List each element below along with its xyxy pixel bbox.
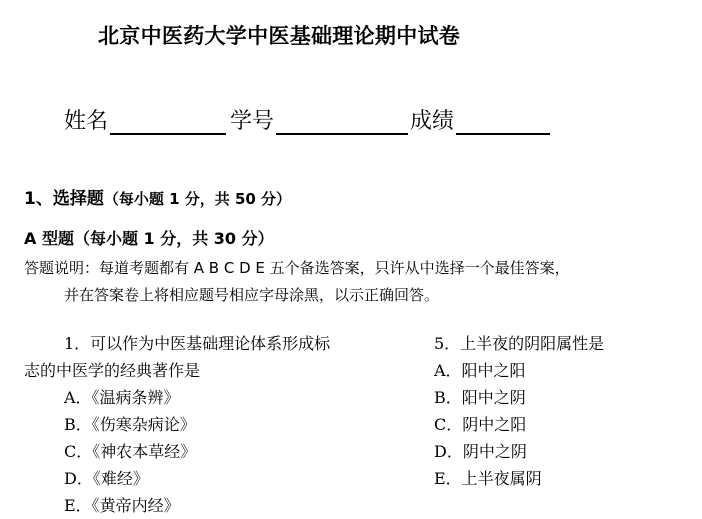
name-field bbox=[64, 104, 226, 135]
question-5 bbox=[434, 330, 604, 492]
option-b: B．阳中之阴 bbox=[434, 388, 526, 407]
name-blank bbox=[110, 109, 226, 135]
question-stem: 5．上半夜的阴阳属性是 bbox=[434, 334, 605, 353]
score-blank bbox=[456, 109, 550, 135]
exam-title: 北京中医药大学中医基础理论期中试卷 bbox=[98, 24, 461, 48]
student-id-blank bbox=[276, 109, 408, 135]
instructions-line-1: 答题说明：每道考题都有 A B C D E 五个备选答案，只许从中选择一个最佳答案， bbox=[24, 259, 570, 277]
question-stem-line-1: 1．可以作为中医基础理论体系形成标 bbox=[64, 334, 331, 353]
option-e: E．上半夜属阴 bbox=[434, 469, 542, 488]
section-title: 1、选择题 bbox=[24, 189, 104, 209]
option-a: A．阳中之阳 bbox=[434, 361, 526, 380]
score-field bbox=[410, 104, 550, 135]
option-e: E．《黄帝内经》 bbox=[64, 496, 180, 515]
section-note: （每小题 1 分，共 50 分） bbox=[103, 190, 292, 208]
question-1 bbox=[24, 330, 330, 519]
option-d: D．阴中之阴 bbox=[434, 442, 527, 461]
instructions-line-2: 并在答案卷上将相应题号相应字母涂黑，以示正确回答。 bbox=[64, 286, 440, 304]
option-a: A．《温病条辨》 bbox=[64, 388, 180, 407]
section-heading bbox=[24, 184, 291, 209]
option-c: C．阴中之阳 bbox=[434, 415, 527, 434]
question-stem-line-2: 志的中医学的经典著作是 bbox=[24, 361, 201, 380]
student-id-label: 学号 bbox=[230, 109, 275, 134]
answer-instructions bbox=[24, 255, 570, 309]
option-b: B．《伤寒杂病论》 bbox=[64, 415, 196, 434]
option-d: D．《难经》 bbox=[64, 469, 149, 488]
a-type-heading: A 型题（每小题 1 分，共 30 分） bbox=[24, 229, 274, 248]
student-id-field bbox=[230, 104, 408, 135]
score-label: 成绩 bbox=[410, 109, 455, 134]
name-label: 姓名 bbox=[64, 109, 109, 134]
option-c: C．《神农本草经》 bbox=[64, 442, 197, 461]
